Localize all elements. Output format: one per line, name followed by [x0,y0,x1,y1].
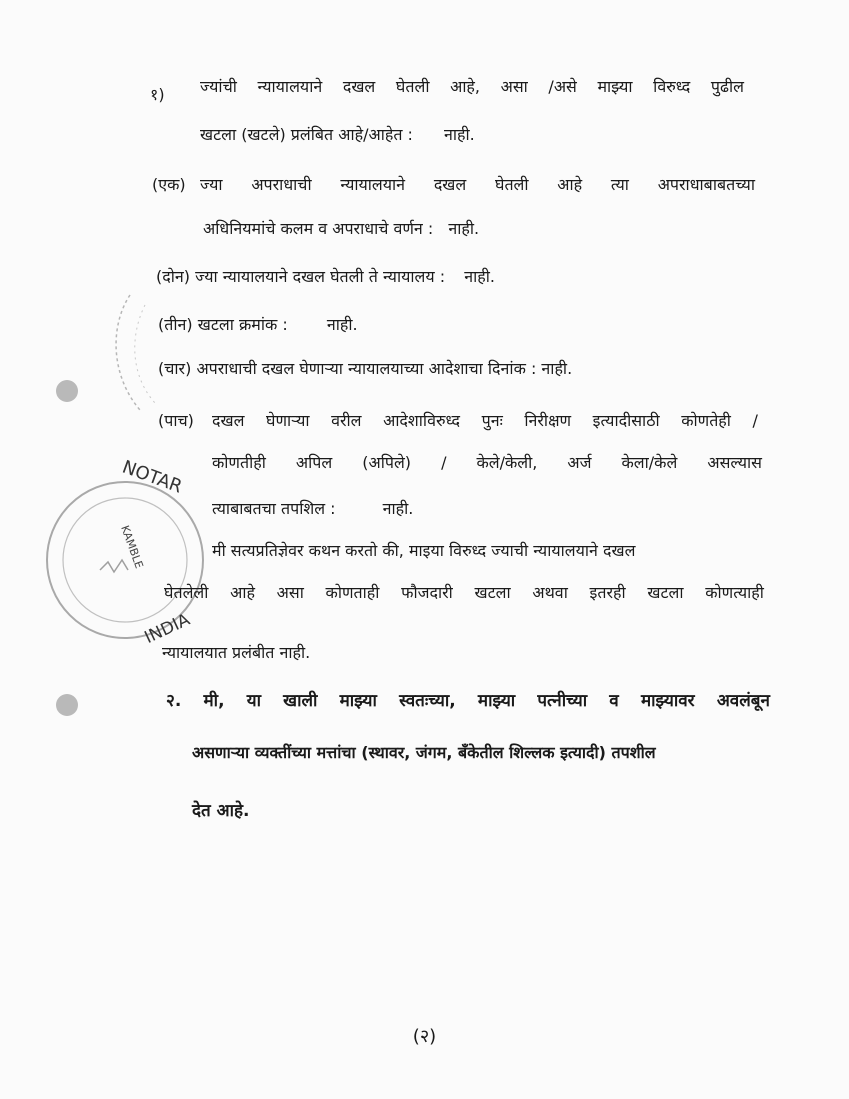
word: त्या [610,175,629,194]
item2-line3: देत आहे. [192,801,250,821]
word: इत्यादीसाठी [592,411,660,430]
word: दखल [342,77,376,96]
page-number: (२) [412,1026,437,1047]
text: त्याबाबतचा तपशिल : [212,499,336,518]
word: कोणताही [325,583,380,602]
word: माझ्या [339,691,377,711]
item1-number: १) [150,85,165,104]
word: आहे [230,583,255,602]
word: वरील [331,411,362,430]
word: विरुध्द [653,77,691,96]
word: अवलंबून [716,691,770,711]
word: घेतली [494,175,529,194]
word: दखल [212,411,245,430]
word: कोणत्याही [705,583,764,602]
item2-line2: असणाऱ्या व्यक्तींच्या मत्तांचा (स्थावर, जंगम, बँकेतील शिल्लक इत्यादी) तपशील [192,743,656,762]
word: माझ्या [477,691,516,711]
word: खटला [647,583,684,602]
word: घेतलेली [164,583,209,602]
word: अपराधाबाबतच्या [657,175,755,194]
word: असल्यास [707,453,762,472]
word: असा [500,77,528,96]
sub-pach-line1 [212,410,758,432]
word: / [441,453,447,472]
item1-line1 [200,76,744,98]
text: खटला (खटले) प्रलंबित आहे/आहेत : [200,125,413,144]
word: /असे [548,77,577,96]
text: ज्या न्यायालयाने दखल घेतली ते न्यायालय : [195,267,446,286]
sub-teen [158,314,358,336]
word: (अपिले) [362,453,412,472]
item1-line2 [200,124,475,146]
word: घेतली [395,77,430,96]
seal-text-top: NOTAR [119,456,185,498]
stamp-fragment [100,285,180,415]
word: २. [166,691,182,711]
item2-line1 [166,690,770,712]
sub-ek-number: (एक) [152,175,186,194]
sub-ek-line1 [200,174,755,196]
word: कोणतीही [212,453,266,472]
sub-pach-number: (पाच) [158,411,194,430]
number: (तीन) [158,315,193,334]
word: अर्ज [567,453,592,472]
word: कोणतेही [681,411,731,430]
seal-text-side: KAMBLE [118,523,146,571]
word: स्वतःच्या, [399,691,456,711]
word: आहे [557,175,583,194]
word: / [752,411,758,430]
notary-seal [40,420,240,650]
sub-don [156,266,495,288]
text: खटला क्रमांक : [197,315,288,334]
word: अपिल [295,453,333,472]
seal-text-bottom: INDIA [141,609,194,649]
word: ज्या [200,175,223,194]
sub-char [158,358,572,380]
answer: नाही. [448,219,480,238]
number: (दोन) [156,267,191,286]
declaration-line1: मी सत्यप्रतिज्ञेवर कथन करतो की, माइया विरुध्द ज्याची न्यायालयाने दखल [212,541,636,560]
word: घेणाऱ्या [265,411,310,430]
word: खटला [474,583,511,602]
word: व [609,691,619,711]
declaration-line2 [164,582,764,604]
punch-hole-top [56,380,78,402]
word: मी, [203,691,225,711]
word: केला/केले [621,453,678,472]
word: दखल [433,175,467,194]
word: फौजदारी [401,583,453,602]
word: माझ्यावर [640,691,695,711]
word: आहे, [450,77,481,96]
word: निरीक्षण [524,411,572,430]
word: अपराधाची [251,175,312,194]
text: अपराधाची दखल घेणाऱ्या न्यायालयाच्या आदेशाचा दिनांक : नाही. [196,359,573,378]
word: पत्नीच्या [537,691,588,711]
word: अथवा [532,583,568,602]
word: आदेशाविरुध्द [383,411,461,430]
answer: नाही. [326,315,358,334]
word: न्यायालयाने [257,77,323,96]
word: इतरही [589,583,626,602]
word: असा [276,583,304,602]
word: न्यायालयाने [340,175,406,194]
word: या [246,691,261,711]
declaration-line3: न्यायालयात प्रलंबीत नाही. [162,643,311,662]
answer: नाही. [444,125,475,144]
word: खाली [283,691,318,711]
text: अधिनियमांचे कलम व अपराधाचे वर्णन : [203,219,434,238]
sub-pach-line2 [212,452,762,474]
number: (चार) [158,359,192,378]
sub-ek-line2 [203,218,479,240]
word: ज्यांची [200,77,237,96]
punch-hole-bottom [56,694,78,716]
answer: नाही. [464,267,495,286]
sub-pach-line3 [212,498,413,520]
answer: नाही. [382,499,414,518]
word: केले/केली, [476,453,538,472]
word: पुढील [710,77,744,96]
word: माझ्या [597,77,633,96]
word: पुनः [481,411,503,430]
